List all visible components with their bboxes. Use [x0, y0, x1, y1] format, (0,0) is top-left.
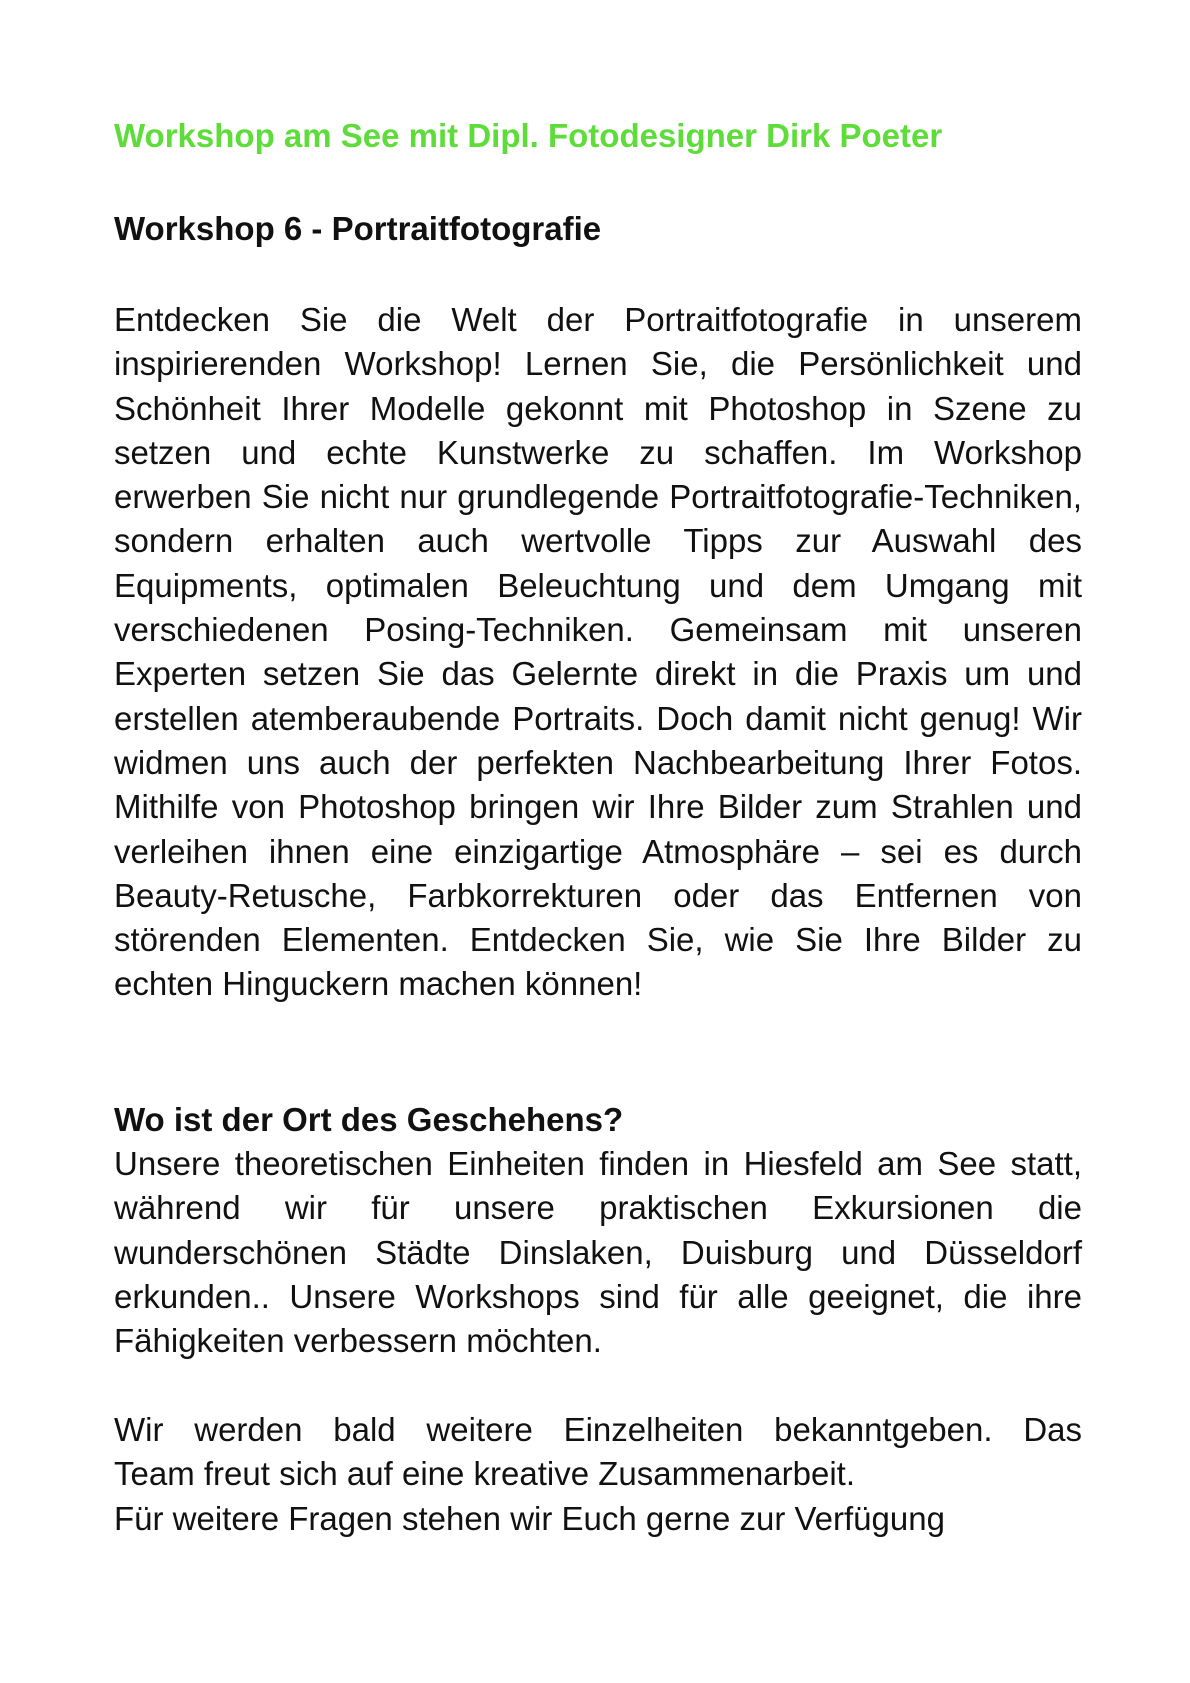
closing-line-contact: Für weitere Fragen stehen wir Euch gerne zur Verfügung	[114, 1499, 945, 1537]
location-heading: Wo ist der Ort des Geschehens?	[114, 1101, 624, 1138]
workshop-series-headline: Workshop am See mit Dipl. Fotodesigner Dirk Poeter	[114, 117, 943, 154]
closing-line-announcement: Wir werden bald weitere Einzelheiten bekanntgeben. Das	[114, 1411, 1082, 1448]
closing-section	[114, 1408, 1082, 1541]
workshop-description: Entdecken Sie die Welt der Portraitfotografie in unserem inspirierenden Workshop! Lernen Sie, die Persönlichkeit und Schönheit Ihrer Modelle gekonnt mit Photoshop in Szene zu setzen und echte Kunstwerke zu schaffen. Im Workshop erwerben Sie nicht nur grundlegende Portraitfotografie-Techniken, sondern erhalten auch wertvolle Tipps zur Auswahl des Equipments, optimalen Beleuchtung und dem Umgang mit verschiedenen Posing-Techniken. Gemeinsam mit unseren Experten setzen Sie das Gelernte direkt in die Praxis um und erstellen atemberaubende Portraits. Doch damit nicht genug! Wir widmen uns auch der perfekten Nachbearbeitung Ihrer Fotos. Mithilfe von Photoshop bringen wir Ihre Bilder zum Strahlen und verleihen ihnen eine einzigartige Atmosphäre – sei es durch Beauty-Retusche, Farbkorrekturen oder das Entfernen von störenden Elementen. Entdecken Sie, wie Sie Ihre Bilder zu echten Hinguckern machen können!	[114, 301, 1082, 1003]
closing-line-team: Team freut sich auf eine kreative Zusammenarbeit.	[114, 1455, 856, 1493]
workshop-title: Workshop 6 - Portraitfotografie	[114, 210, 602, 247]
location-text: Unsere theoretischen Einheiten finden in Hiesfeld am See statt, während wir für unsere praktischen Exkursionen die wunderschönen Städte Dinslaken, Duisburg und Düsseldorf erkunden.. Unsere Workshops sind für alle geeignet, die ihre Fähigkeiten verbessern möchten.	[114, 1145, 1082, 1360]
